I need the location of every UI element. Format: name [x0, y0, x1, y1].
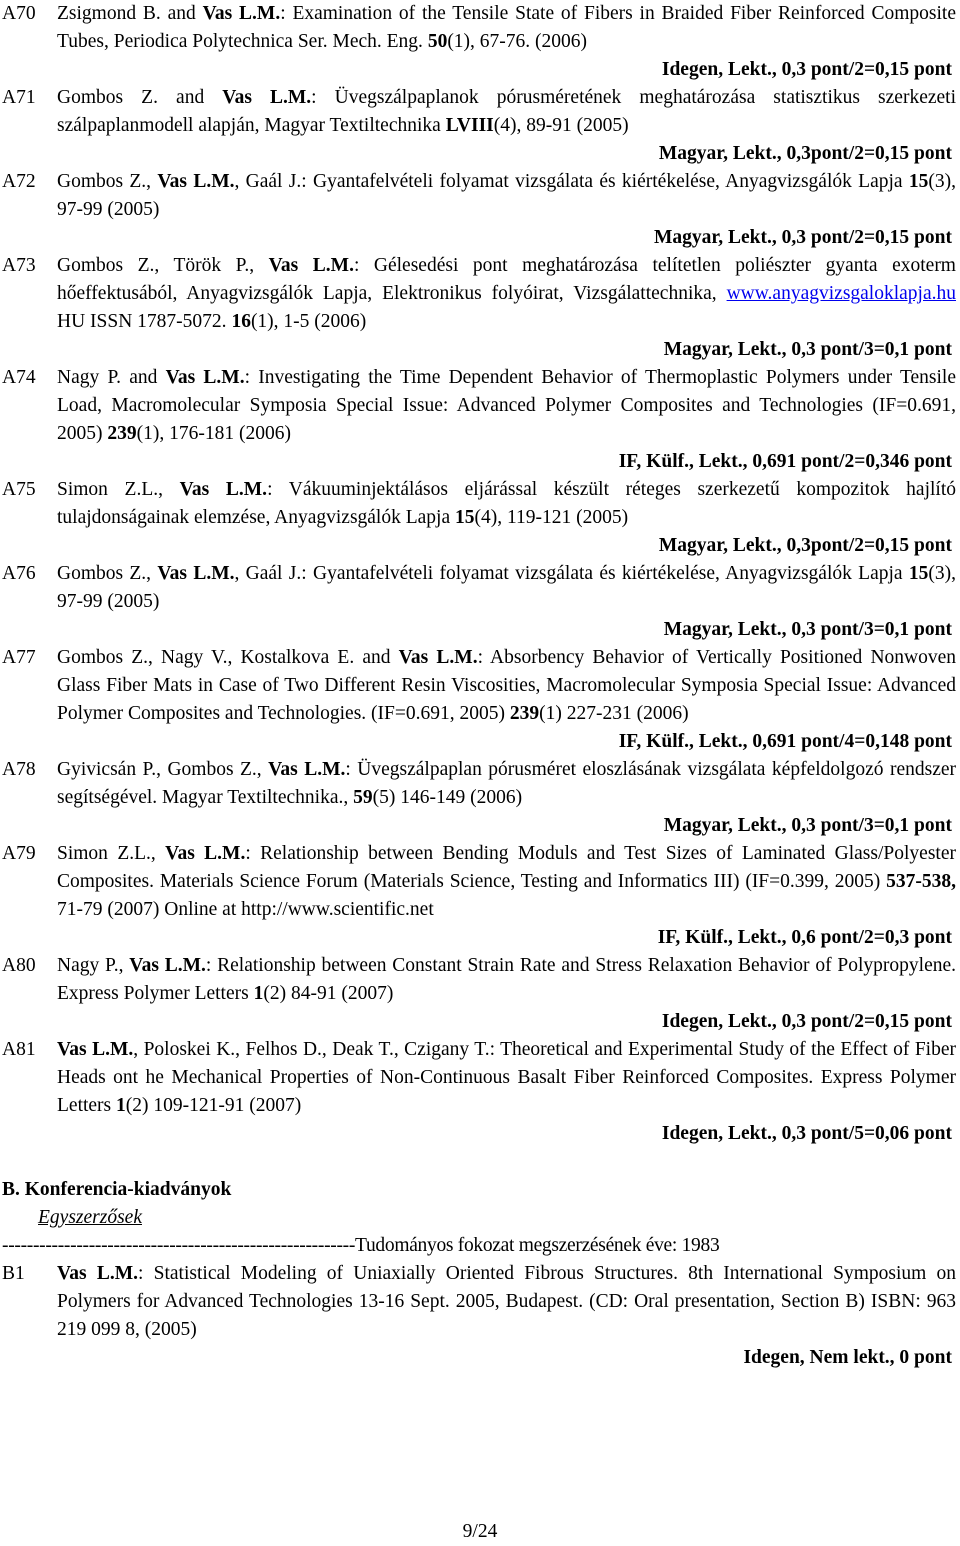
publication-entry [0, 364, 960, 476]
publication-entry [0, 168, 960, 252]
dash-rule: --------------------------------------------------------- [2, 1235, 356, 1256]
entry-number: A74 [2, 367, 36, 388]
section-subtitle: Egyszerzősek [38, 1207, 142, 1228]
entry-points: Magyar, Lekt., 0,3 pont/2=0,15 pont [653, 227, 952, 248]
entry-citation: Simon Z.L., Vas L.M.: Vákuuminjektálásos eljárással készült réteges szerkezetű kompozitok hajlító tulajdonságainak elemzése, Anyagvizsgálók Lapja 15(4), 119-121 (2005) [57, 479, 956, 528]
entry-citation: Gombos Z., Nagy V., Kostalkova E. and Vas L.M.: Absorbency Behavior of Vertically Positioned Nonwoven Glass Fiber Mats in Case of Two Different Resin Viscosities, Macromolecular Symposia Special Issue: Advanced Polymer Composites and Technologies. (IF=0.691, 2005) 239(1) 227-231 (2006) [57, 647, 957, 724]
entry-citation: Gyivicsán P., Gombos Z., Vas L.M.: Üvegszálpaplan pórusméret eloszlásának vizsgálata képfeldolgozó rendszer segítségével. Magyar Textiltechnika., 59(5) 146-149 (2006) [57, 759, 956, 808]
entry-points: IF, Külf., Lekt., 0,691 pont/2=0,346 pont [618, 451, 952, 472]
entry-number: A75 [2, 479, 36, 500]
entry-citation: Gombos Z., Török P., Vas L.M.: Gélesedési pont meghatározása telítetlen poliészter gyanta exoterm hőeffektusából, Anyagvizsgálók Lapja, Elektronikus folyóirat, Vizsgálattechnika, www.anyagvizsgaloklapja.hu HU ISSN 1787-5072. 16(1), 1-5 (2006) [57, 255, 956, 332]
degree-year-text: Tudományos fokozat megszerzésének éve: 1983 [355, 1235, 720, 1256]
publication-entry [0, 840, 960, 952]
entry-number: A77 [2, 647, 36, 668]
publication-entry [0, 1036, 960, 1148]
entry-citation: Gombos Z. and Vas L.M.: Üvegszálpaplanok pórusméretének meghatározása statisztikus szerkezeti szálpaplanmodell alapján, Magyar Textiltechnika LVIII(4), 89-91 (2005) [57, 87, 957, 136]
entry-points: Magyar, Lekt., 0,3pont/2=0,15 pont [658, 535, 952, 556]
entry-points: Magyar, Lekt., 0,3 pont/3=0,1 pont [663, 815, 952, 836]
page-number: 9/24 [462, 1521, 498, 1542]
entry-points: IF, Külf., Lekt., 0,691 pont/4=0,148 pont [618, 731, 952, 752]
publication-entry [0, 756, 960, 840]
entry-number: A70 [2, 3, 36, 24]
entry-points: Idegen, Lekt., 0,3 pont/5=0,06 pont [661, 1123, 952, 1144]
entry-citation: Vas L.M., Poloskei K., Felhos D., Deak T., Czigany T.: Theoretical and Experimental Study of the Effect of Fiber Heads ont he Mechanical Properties of Non-Continuous Basalt Fiber Reinforced Composites. Express Polymer Letters 1(2) 109-121-91 (2007) [57, 1039, 956, 1116]
entry-number: A76 [2, 563, 36, 584]
entry-number: B1 [2, 1263, 25, 1284]
entry-number: A72 [2, 171, 36, 192]
publication-entry [0, 644, 960, 756]
entry-number: A80 [2, 955, 36, 976]
entry-citation: Gombos Z., Vas L.M., Gaál J.: Gyantafelvételi folyamat vizsgálata és kiértékelése, Anyagvizsgálók Lapja 15(3), 97-99 (2005) [57, 563, 956, 612]
entry-citation: Zsigmond B. and Vas L.M.: Examination of the Tensile State of Fibers in Braided Fiber Reinforced Composite Tubes, Periodica Polytechnica Ser. Mech. Eng. 50(1), 67-76. (2006) [57, 3, 957, 52]
section-letter: B. [2, 1179, 20, 1200]
publication-entry [0, 560, 960, 644]
entry-number: A81 [2, 1039, 36, 1060]
entry-citation: Gombos Z., Vas L.M., Gaál J.: Gyantafelvételi folyamat vizsgálata és kiértékelése, Anyagvizsgálók Lapja 15(3), 97-99 (2005) [57, 171, 956, 220]
publication-entry [0, 1260, 960, 1372]
entry-number: A73 [2, 255, 36, 276]
publication-entry [0, 476, 960, 560]
entry-citation: Vas L.M.: Statistical Modeling of Uniaxially Oriented Fibrous Structures. 8th International Symposium on Polymers for Advanced Technologies 13-16 Sept. 2005, Budapest. (CD: Oral presentation, Section B) ISBN: 963 219 099 8, (2005) [57, 1263, 957, 1340]
publication-entry [0, 0, 960, 84]
entry-points: Idegen, Lekt., 0,3 pont/2=0,15 pont [661, 1011, 952, 1032]
entry-points: Magyar, Lekt., 0,3 pont/3=0,1 pont [663, 619, 952, 640]
entry-number: A79 [2, 843, 36, 864]
entry-citation: Nagy P., Vas L.M.: Relationship between Constant Strain Rate and Stress Relaxation Behavior of Polypropylene. Express Polymer Letters 1(2) 84-91 (2007) [57, 955, 956, 1004]
publication-entry [0, 252, 960, 364]
entry-number: A71 [2, 87, 36, 108]
entry-points: IF, Külf., Lekt., 0,6 pont/2=0,3 pont [657, 927, 952, 948]
entry-points: Idegen, Nem lekt., 0 pont [743, 1347, 952, 1368]
entry-number: A78 [2, 759, 36, 780]
publication-entry [0, 952, 960, 1036]
publication-entry [0, 84, 960, 168]
entry-points: Idegen, Lekt., 0,3 pont/2=0,15 pont [661, 59, 952, 80]
entry-points: Magyar, Lekt., 0,3pont/2=0,15 pont [658, 143, 952, 164]
section-heading [0, 1176, 960, 1204]
journal-website-link[interactable]: www.anyagvizsgaloklapja.hu [726, 283, 956, 304]
section-title: Konferencia-kiadványok [24, 1179, 232, 1200]
degree-year-rule [0, 1232, 960, 1260]
entry-points: Magyar, Lekt., 0,3 pont/3=0,1 pont [663, 339, 952, 360]
entry-citation: Simon Z.L., Vas L.M.: Relationship between Bending Moduls and Test Sizes of Laminated Glass/Polyester Composites. Materials Science Forum (Materials Science, Testing and Informatics III) (IF=0.399, 2005) 537-538, 71-79 (2007) Online at http://www.scientific.net [57, 843, 956, 920]
entry-citation: Nagy P. and Vas L.M.: Investigating the Time Dependent Behavior of Thermoplastic Polymers under Tensile Load, Macromolecular Symposia Special Issue: Advanced Polymer Composites and Technologies (IF=0.691, 2005) 239(1), 176-181 (2006) [57, 367, 957, 444]
